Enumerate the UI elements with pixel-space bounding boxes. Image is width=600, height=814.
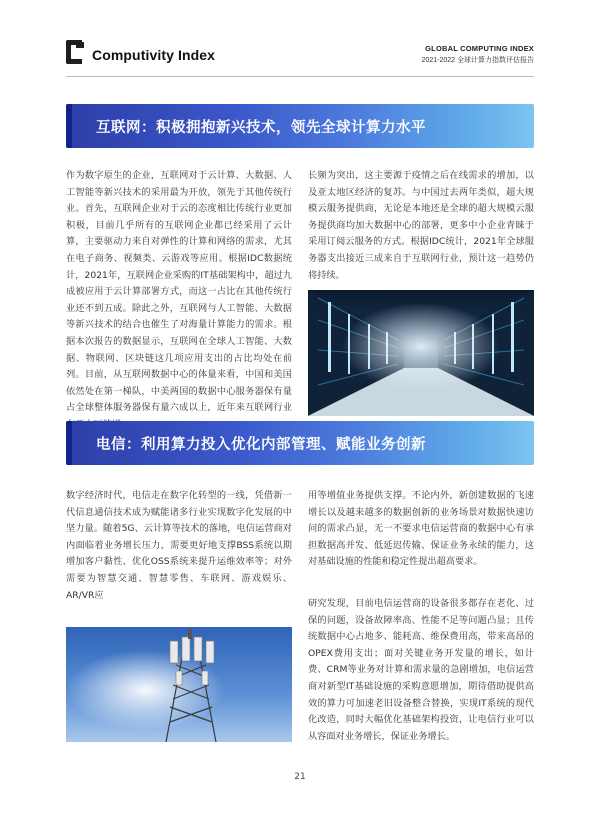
logo-text: Computivity Index <box>92 47 216 63</box>
logo <box>66 40 215 64</box>
page-number: 21 <box>294 772 306 782</box>
banner-accent-bar <box>66 421 72 465</box>
section-banner-telecom <box>66 421 534 465</box>
header-divider <box>66 76 534 77</box>
report-title-en: GLOBAL COMPUTING INDEX <box>425 44 534 53</box>
paragraph-telecom-right-2: 研究发现，目前电信运营商的设备很多都存在老化、过保的问题，设备故障率高、性能不足等问题凸显；且传统数据中心占地多、能耗高、维保费用高，带来高昂的OPEX费用支出；面对关键业务开发量的增长，如计费、CRM等业务对计算和需求量的急剧增加，电信运营商对新型IT基础设施的采购意愿增加，期待借助提供高效的算力可加速老旧设备整合替换，实现IT系统的现代化改造，同时大幅优化基础架构投资，让电信行业可以从容面对业务增长，保证业务增长。 <box>308 598 534 742</box>
data-center-image <box>308 290 534 416</box>
report-title-block <box>422 44 534 65</box>
paragraph-internet-right: 长频为突出，这主要源于疫情之后在线需求的增加，以及亚太地区经济的复苏。与中国过去两年类似，超大规模云服务提供商，无论是本地还是全球的超大规模云服务提供商均加大数据中心的部署，更多中小企业青睐于采用订阅云服务的方式。根据IDC统计，2021年全球服务器支出接近三成来自于互联网行业，预计这一趋势仍将持续。 <box>308 170 534 281</box>
paragraph-internet-left: 作为数字原生的企业，互联网对于云计算、大数据、人工智能等新兴技术的采用最为开放，领先于其他传统行业。首先，互联网企业对于云的态度相比传统行业更加积极，目前几乎所有的互联网企业都已经采用了云计算，主要驱动力来自对弹性的计算和网络的需求，尤其在电子商务、视频类、云游戏等应用。根据IDC数据统计，2021年，互联网企业采购的IT基础架构中，超过九成被应用于云计算部署方式，而这一占比在其他传统行业还不到五成。除此之外，互联网与人工智能、大数据等新兴技术的结合也催生了对海量计算能力的需求。根据本次报告的数据显示，互联网在全球人工智能、大数据、物联网、区块链这几项应用支出的占比均处在前列。目前，从互联网数据中心的体量来看，中国和美国依然处在第一梯队，中美两国的数据中心服务器保有量占全球整体服务器保有量六成以上，近年来互联网行业 <box>66 170 292 414</box>
logo-mark-icon <box>66 40 88 64</box>
page-header <box>0 0 600 86</box>
report-subtitle: 2021-2022 全球计算力指数评估报告 <box>421 57 534 64</box>
paragraph-telecom-left: 数字经济时代，电信走在数字化转型的一线，凭借新一代信息通信技术成为赋能诸多行业实现数字化发展的中坚力量。随着5G、云计算等技术的落地，电信运营商对内面临着业务增长压力，需要更好地支撑BSS系统以期增加客户黏性、优化OSS系统来提升运维效率等；对外需要为智慧交通、智慧零售、车联网、游戏娱乐、AR/VR应 <box>66 490 292 601</box>
section-title-telecom: 电信：利用算力投入优化内部管理、赋能业务创新 <box>96 437 426 453</box>
section-title-internet: 互联网：积极拥抱新兴技术，领先全球计算力水平 <box>96 120 426 136</box>
telecom-tower-image <box>66 627 292 742</box>
banner-accent-bar <box>66 104 72 148</box>
paragraph-telecom-right-1: 用等增值业务提供支撑。不论内外，新创建数据的飞速增长以及越来越多的数据创新的业务场景对数据快速访问的需求凸显，无一不要求电信运营商的数据中心有承担数据高并发、低延迟传输、保证业务永续的能力，这对基础设施的性能和稳定性提出超高要求。 <box>308 490 534 568</box>
section-banner-internet <box>66 104 534 148</box>
